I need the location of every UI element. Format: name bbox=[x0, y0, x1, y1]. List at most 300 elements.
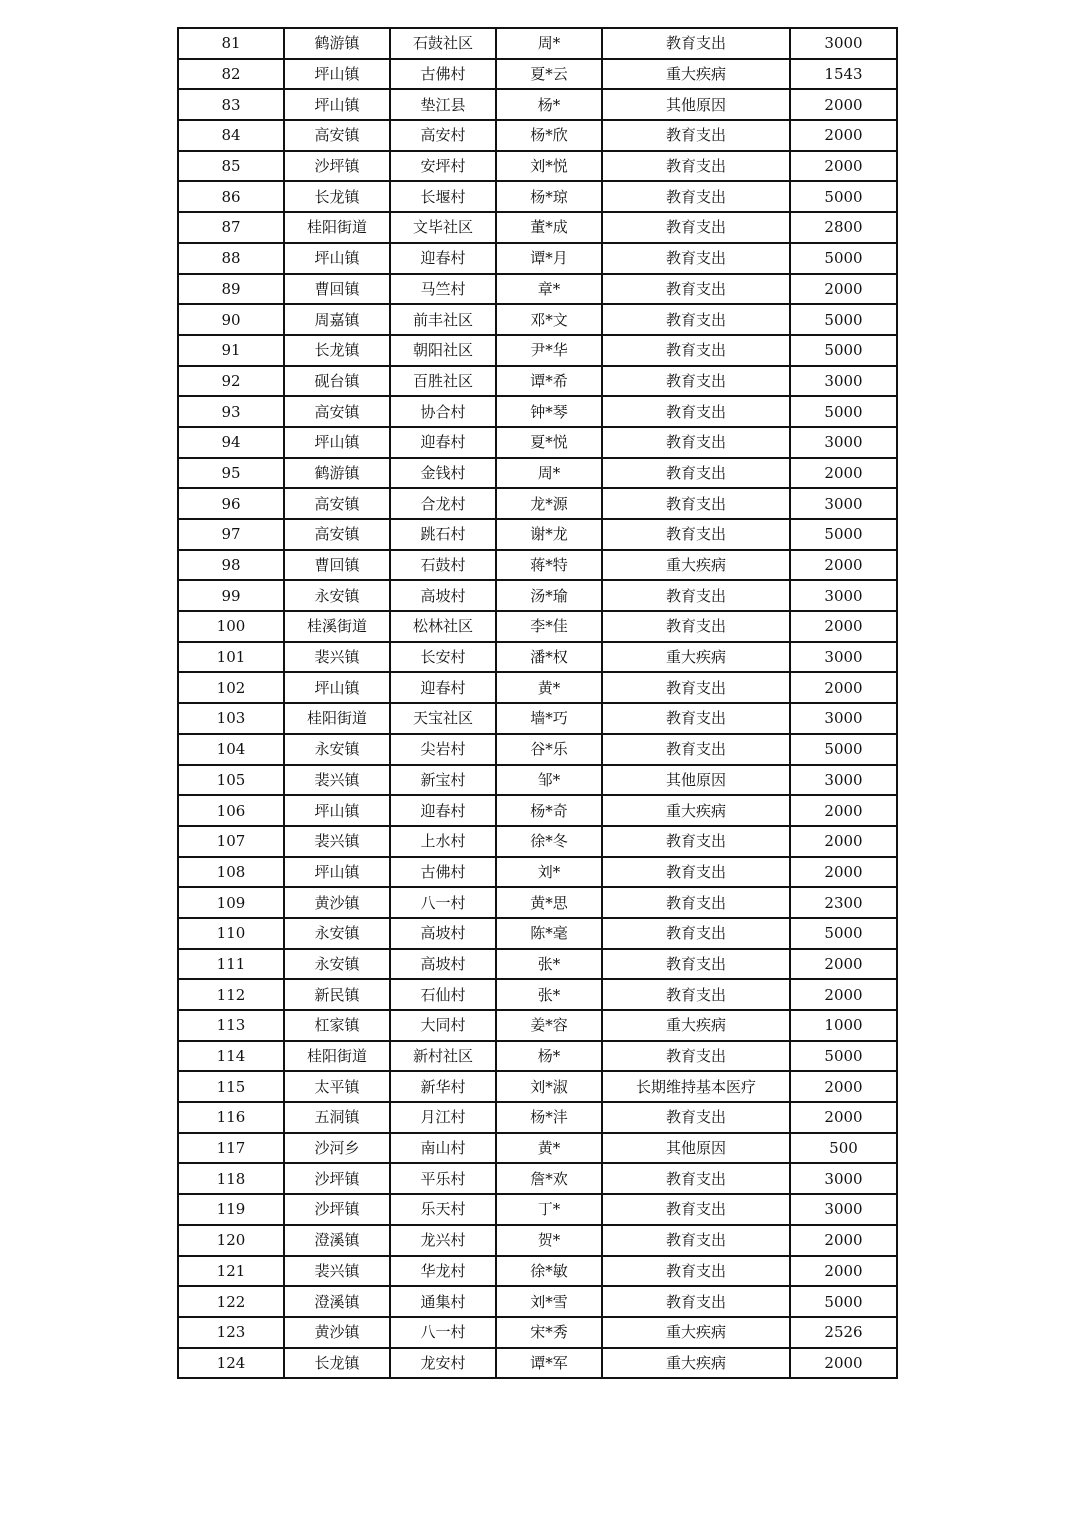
cell-village: 高安村 bbox=[390, 120, 496, 151]
cell-village: 乐天村 bbox=[390, 1194, 496, 1225]
cell-amount: 2000 bbox=[790, 151, 897, 182]
cell-village: 石鼓社区 bbox=[390, 28, 496, 59]
cell-town: 长龙镇 bbox=[284, 181, 390, 212]
cell-name: 谭*希 bbox=[496, 366, 602, 397]
cell-town: 长龙镇 bbox=[284, 335, 390, 366]
cell-village: 百胜社区 bbox=[390, 366, 496, 397]
cell-amount: 3000 bbox=[790, 1194, 897, 1225]
cell-village: 高坡村 bbox=[390, 580, 496, 611]
cell-village: 马竺村 bbox=[390, 274, 496, 305]
table-row bbox=[178, 857, 897, 888]
cell-village: 石鼓村 bbox=[390, 550, 496, 581]
cell-village: 天宝社区 bbox=[390, 703, 496, 734]
cell-reason: 教育支出 bbox=[602, 181, 790, 212]
cell-name: 龙*源 bbox=[496, 488, 602, 519]
cell-index: 88 bbox=[178, 243, 284, 274]
cell-name: 蒋*特 bbox=[496, 550, 602, 581]
cell-name: 陈*毫 bbox=[496, 918, 602, 949]
cell-amount: 2000 bbox=[790, 826, 897, 857]
cell-village: 大同村 bbox=[390, 1010, 496, 1041]
cell-index: 83 bbox=[178, 89, 284, 120]
cell-town: 五洞镇 bbox=[284, 1102, 390, 1133]
table-row bbox=[178, 1071, 897, 1102]
cell-reason: 教育支出 bbox=[602, 366, 790, 397]
cell-index: 87 bbox=[178, 212, 284, 243]
table-row bbox=[178, 458, 897, 489]
table-row bbox=[178, 1133, 897, 1164]
cell-reason: 教育支出 bbox=[602, 151, 790, 182]
cell-index: 124 bbox=[178, 1348, 284, 1379]
cell-village: 平乐村 bbox=[390, 1163, 496, 1194]
cell-index: 102 bbox=[178, 672, 284, 703]
cell-amount: 5000 bbox=[790, 1041, 897, 1072]
cell-name: 张* bbox=[496, 979, 602, 1010]
table-row bbox=[178, 304, 897, 335]
cell-reason: 教育支出 bbox=[602, 28, 790, 59]
cell-village: 上水村 bbox=[390, 826, 496, 857]
cell-amount: 3000 bbox=[790, 488, 897, 519]
table-row bbox=[178, 181, 897, 212]
cell-amount: 1543 bbox=[790, 59, 897, 90]
cell-town: 永安镇 bbox=[284, 918, 390, 949]
cell-reason: 教育支出 bbox=[602, 488, 790, 519]
cell-name: 邹* bbox=[496, 765, 602, 796]
cell-town: 坪山镇 bbox=[284, 243, 390, 274]
cell-village: 月江村 bbox=[390, 1102, 496, 1133]
cell-reason: 教育支出 bbox=[602, 212, 790, 243]
cell-name: 谢*龙 bbox=[496, 519, 602, 550]
cell-reason: 教育支出 bbox=[602, 427, 790, 458]
cell-index: 113 bbox=[178, 1010, 284, 1041]
cell-amount: 2000 bbox=[790, 458, 897, 489]
cell-index: 119 bbox=[178, 1194, 284, 1225]
cell-town: 桂溪街道 bbox=[284, 611, 390, 642]
cell-town: 鹤游镇 bbox=[284, 28, 390, 59]
table-row bbox=[178, 887, 897, 918]
cell-amount: 3000 bbox=[790, 1163, 897, 1194]
cell-village: 华龙村 bbox=[390, 1256, 496, 1287]
cell-amount: 5000 bbox=[790, 335, 897, 366]
table-row bbox=[178, 1010, 897, 1041]
cell-name: 杨* bbox=[496, 1041, 602, 1072]
cell-amount: 5000 bbox=[790, 519, 897, 550]
table-row bbox=[178, 642, 897, 673]
cell-amount: 2000 bbox=[790, 1225, 897, 1256]
table-row bbox=[178, 59, 897, 90]
table-row bbox=[178, 1317, 897, 1348]
cell-village: 长堰村 bbox=[390, 181, 496, 212]
cell-index: 84 bbox=[178, 120, 284, 151]
cell-reason: 其他原因 bbox=[602, 765, 790, 796]
cell-town: 砚台镇 bbox=[284, 366, 390, 397]
cell-index: 118 bbox=[178, 1163, 284, 1194]
cell-reason: 教育支出 bbox=[602, 396, 790, 427]
table-body bbox=[178, 28, 897, 1378]
cell-reason: 教育支出 bbox=[602, 1041, 790, 1072]
cell-amount: 2000 bbox=[790, 857, 897, 888]
cell-village: 古佛村 bbox=[390, 857, 496, 888]
cell-town: 鹤游镇 bbox=[284, 458, 390, 489]
cell-town: 坪山镇 bbox=[284, 672, 390, 703]
cell-amount: 5000 bbox=[790, 243, 897, 274]
cell-town: 裴兴镇 bbox=[284, 642, 390, 673]
cell-village: 高坡村 bbox=[390, 949, 496, 980]
cell-village: 金钱村 bbox=[390, 458, 496, 489]
cell-name: 刘*淑 bbox=[496, 1071, 602, 1102]
cell-index: 91 bbox=[178, 335, 284, 366]
cell-index: 82 bbox=[178, 59, 284, 90]
table-row bbox=[178, 274, 897, 305]
cell-name: 刘*悦 bbox=[496, 151, 602, 182]
cell-reason: 教育支出 bbox=[602, 458, 790, 489]
cell-index: 123 bbox=[178, 1317, 284, 1348]
cell-name: 钟*琴 bbox=[496, 396, 602, 427]
cell-town: 坪山镇 bbox=[284, 59, 390, 90]
cell-village: 石仙村 bbox=[390, 979, 496, 1010]
cell-amount: 2000 bbox=[790, 1256, 897, 1287]
cell-name: 丁* bbox=[496, 1194, 602, 1225]
cell-reason: 教育支出 bbox=[602, 1102, 790, 1133]
cell-village: 合龙村 bbox=[390, 488, 496, 519]
cell-town: 沙坪镇 bbox=[284, 1163, 390, 1194]
cell-name: 夏*云 bbox=[496, 59, 602, 90]
cell-name: 邓*文 bbox=[496, 304, 602, 335]
cell-village: 前丰社区 bbox=[390, 304, 496, 335]
table-row bbox=[178, 427, 897, 458]
cell-town: 新民镇 bbox=[284, 979, 390, 1010]
cell-amount: 2000 bbox=[790, 550, 897, 581]
cell-index: 112 bbox=[178, 979, 284, 1010]
cell-index: 108 bbox=[178, 857, 284, 888]
cell-reason: 教育支出 bbox=[602, 335, 790, 366]
table-row bbox=[178, 1041, 897, 1072]
table-row bbox=[178, 89, 897, 120]
cell-name: 刘*雪 bbox=[496, 1286, 602, 1317]
cell-reason: 重大疾病 bbox=[602, 550, 790, 581]
cell-town: 坪山镇 bbox=[284, 89, 390, 120]
cell-index: 94 bbox=[178, 427, 284, 458]
cell-name: 夏*悦 bbox=[496, 427, 602, 458]
cell-name: 杨*奇 bbox=[496, 795, 602, 826]
cell-village: 迎春村 bbox=[390, 427, 496, 458]
cell-reason: 教育支出 bbox=[602, 611, 790, 642]
cell-village: 八一村 bbox=[390, 1317, 496, 1348]
cell-name: 宋*秀 bbox=[496, 1317, 602, 1348]
cell-reason: 教育支出 bbox=[602, 857, 790, 888]
cell-village: 迎春村 bbox=[390, 243, 496, 274]
cell-index: 117 bbox=[178, 1133, 284, 1164]
cell-index: 122 bbox=[178, 1286, 284, 1317]
cell-reason: 教育支出 bbox=[602, 120, 790, 151]
cell-name: 刘* bbox=[496, 857, 602, 888]
cell-amount: 2800 bbox=[790, 212, 897, 243]
cell-index: 109 bbox=[178, 887, 284, 918]
table-row bbox=[178, 212, 897, 243]
cell-index: 106 bbox=[178, 795, 284, 826]
cell-village: 迎春村 bbox=[390, 795, 496, 826]
cell-name: 杨*沣 bbox=[496, 1102, 602, 1133]
cell-index: 120 bbox=[178, 1225, 284, 1256]
cell-index: 115 bbox=[178, 1071, 284, 1102]
cell-reason: 教育支出 bbox=[602, 1286, 790, 1317]
cell-village: 龙兴村 bbox=[390, 1225, 496, 1256]
table-row bbox=[178, 488, 897, 519]
cell-index: 85 bbox=[178, 151, 284, 182]
table-row bbox=[178, 519, 897, 550]
cell-village: 安坪村 bbox=[390, 151, 496, 182]
cell-town: 桂阳街道 bbox=[284, 212, 390, 243]
cell-amount: 2000 bbox=[790, 274, 897, 305]
cell-name: 汤*瑜 bbox=[496, 580, 602, 611]
cell-town: 坪山镇 bbox=[284, 857, 390, 888]
cell-name: 黄* bbox=[496, 672, 602, 703]
cell-index: 95 bbox=[178, 458, 284, 489]
cell-village: 八一村 bbox=[390, 887, 496, 918]
cell-amount: 2000 bbox=[790, 1071, 897, 1102]
cell-name: 谷*乐 bbox=[496, 734, 602, 765]
cell-name: 贺* bbox=[496, 1225, 602, 1256]
cell-reason: 教育支出 bbox=[602, 887, 790, 918]
cell-name: 尹*华 bbox=[496, 335, 602, 366]
cell-reason: 其他原因 bbox=[602, 89, 790, 120]
cell-index: 96 bbox=[178, 488, 284, 519]
table-row bbox=[178, 765, 897, 796]
table-row bbox=[178, 151, 897, 182]
cell-village: 通集村 bbox=[390, 1286, 496, 1317]
table-row bbox=[178, 1163, 897, 1194]
cell-village: 新宝村 bbox=[390, 765, 496, 796]
cell-amount: 2000 bbox=[790, 949, 897, 980]
cell-index: 92 bbox=[178, 366, 284, 397]
table-row bbox=[178, 1102, 897, 1133]
cell-town: 坪山镇 bbox=[284, 795, 390, 826]
cell-index: 99 bbox=[178, 580, 284, 611]
cell-index: 89 bbox=[178, 274, 284, 305]
cell-amount: 5000 bbox=[790, 396, 897, 427]
cell-town: 裴兴镇 bbox=[284, 765, 390, 796]
cell-amount: 2000 bbox=[790, 979, 897, 1010]
cell-amount: 2526 bbox=[790, 1317, 897, 1348]
cell-index: 107 bbox=[178, 826, 284, 857]
cell-town: 高安镇 bbox=[284, 120, 390, 151]
cell-reason: 教育支出 bbox=[602, 949, 790, 980]
cell-village: 朝阳社区 bbox=[390, 335, 496, 366]
cell-village: 尖岩村 bbox=[390, 734, 496, 765]
cell-town: 黄沙镇 bbox=[284, 1317, 390, 1348]
table-row bbox=[178, 1348, 897, 1379]
cell-amount: 2000 bbox=[790, 1348, 897, 1379]
cell-name: 墙*巧 bbox=[496, 703, 602, 734]
table-row bbox=[178, 550, 897, 581]
cell-name: 黄*思 bbox=[496, 887, 602, 918]
cell-amount: 500 bbox=[790, 1133, 897, 1164]
cell-town: 周嘉镇 bbox=[284, 304, 390, 335]
cell-reason: 其他原因 bbox=[602, 1133, 790, 1164]
cell-village: 高坡村 bbox=[390, 918, 496, 949]
cell-index: 81 bbox=[178, 28, 284, 59]
table-row bbox=[178, 335, 897, 366]
cell-reason: 教育支出 bbox=[602, 703, 790, 734]
cell-name: 周* bbox=[496, 28, 602, 59]
cell-town: 高安镇 bbox=[284, 396, 390, 427]
cell-reason: 教育支出 bbox=[602, 979, 790, 1010]
cell-town: 沙河乡 bbox=[284, 1133, 390, 1164]
cell-village: 古佛村 bbox=[390, 59, 496, 90]
cell-reason: 教育支出 bbox=[602, 1194, 790, 1225]
cell-town: 沙坪镇 bbox=[284, 151, 390, 182]
cell-amount: 2300 bbox=[790, 887, 897, 918]
cell-amount: 3000 bbox=[790, 703, 897, 734]
table-row bbox=[178, 1194, 897, 1225]
cell-name: 潘*权 bbox=[496, 642, 602, 673]
cell-name: 谭*军 bbox=[496, 1348, 602, 1379]
cell-amount: 3000 bbox=[790, 642, 897, 673]
cell-village: 迎春村 bbox=[390, 672, 496, 703]
cell-index: 90 bbox=[178, 304, 284, 335]
cell-reason: 教育支出 bbox=[602, 918, 790, 949]
table-row bbox=[178, 1256, 897, 1287]
cell-reason: 重大疾病 bbox=[602, 1010, 790, 1041]
cell-village: 松林社区 bbox=[390, 611, 496, 642]
cell-town: 桂阳街道 bbox=[284, 703, 390, 734]
table-row bbox=[178, 826, 897, 857]
cell-village: 龙安村 bbox=[390, 1348, 496, 1379]
cell-amount: 5000 bbox=[790, 918, 897, 949]
table-row bbox=[178, 949, 897, 980]
table-row bbox=[178, 1225, 897, 1256]
cell-village: 长安村 bbox=[390, 642, 496, 673]
cell-amount: 5000 bbox=[790, 734, 897, 765]
cell-index: 111 bbox=[178, 949, 284, 980]
cell-reason: 教育支出 bbox=[602, 1256, 790, 1287]
cell-town: 桂阳街道 bbox=[284, 1041, 390, 1072]
table-row bbox=[178, 979, 897, 1010]
cell-name: 杨*欣 bbox=[496, 120, 602, 151]
table-row bbox=[178, 396, 897, 427]
table-row bbox=[178, 918, 897, 949]
cell-index: 104 bbox=[178, 734, 284, 765]
cell-index: 86 bbox=[178, 181, 284, 212]
cell-index: 105 bbox=[178, 765, 284, 796]
cell-reason: 教育支出 bbox=[602, 243, 790, 274]
cell-name: 章* bbox=[496, 274, 602, 305]
cell-town: 曹回镇 bbox=[284, 550, 390, 581]
cell-amount: 2000 bbox=[790, 89, 897, 120]
cell-reason: 教育支出 bbox=[602, 1225, 790, 1256]
cell-amount: 3000 bbox=[790, 28, 897, 59]
cell-amount: 3000 bbox=[790, 427, 897, 458]
cell-reason: 教育支出 bbox=[602, 274, 790, 305]
table-row bbox=[178, 580, 897, 611]
cell-amount: 2000 bbox=[790, 611, 897, 642]
cell-name: 张* bbox=[496, 949, 602, 980]
cell-town: 高安镇 bbox=[284, 519, 390, 550]
table-row bbox=[178, 366, 897, 397]
cell-village: 南山村 bbox=[390, 1133, 496, 1164]
assistance-table bbox=[177, 27, 898, 1379]
cell-reason: 重大疾病 bbox=[602, 59, 790, 90]
cell-reason: 教育支出 bbox=[602, 826, 790, 857]
cell-name: 徐*冬 bbox=[496, 826, 602, 857]
table-row bbox=[178, 672, 897, 703]
cell-name: 周* bbox=[496, 458, 602, 489]
cell-name: 徐*敏 bbox=[496, 1256, 602, 1287]
cell-name: 姜*容 bbox=[496, 1010, 602, 1041]
cell-amount: 5000 bbox=[790, 181, 897, 212]
cell-village: 协合村 bbox=[390, 396, 496, 427]
cell-town: 沙坪镇 bbox=[284, 1194, 390, 1225]
table-row bbox=[178, 120, 897, 151]
cell-reason: 长期维持基本医疗 bbox=[602, 1071, 790, 1102]
cell-reason: 教育支出 bbox=[602, 672, 790, 703]
cell-index: 100 bbox=[178, 611, 284, 642]
cell-town: 坪山镇 bbox=[284, 427, 390, 458]
cell-index: 98 bbox=[178, 550, 284, 581]
cell-index: 103 bbox=[178, 703, 284, 734]
cell-town: 永安镇 bbox=[284, 580, 390, 611]
cell-index: 93 bbox=[178, 396, 284, 427]
cell-name: 董*成 bbox=[496, 212, 602, 243]
cell-reason: 重大疾病 bbox=[602, 642, 790, 673]
cell-reason: 教育支出 bbox=[602, 304, 790, 335]
cell-reason: 重大疾病 bbox=[602, 1348, 790, 1379]
table-row bbox=[178, 243, 897, 274]
cell-amount: 1000 bbox=[790, 1010, 897, 1041]
cell-name: 谭*月 bbox=[496, 243, 602, 274]
cell-town: 永安镇 bbox=[284, 949, 390, 980]
cell-name: 杨*琼 bbox=[496, 181, 602, 212]
cell-index: 101 bbox=[178, 642, 284, 673]
cell-reason: 教育支出 bbox=[602, 734, 790, 765]
cell-index: 97 bbox=[178, 519, 284, 550]
cell-name: 杨* bbox=[496, 89, 602, 120]
table-row bbox=[178, 795, 897, 826]
cell-name: 黄* bbox=[496, 1133, 602, 1164]
cell-reason: 教育支出 bbox=[602, 580, 790, 611]
cell-town: 高安镇 bbox=[284, 488, 390, 519]
cell-amount: 2000 bbox=[790, 672, 897, 703]
cell-amount: 2000 bbox=[790, 120, 897, 151]
cell-town: 裴兴镇 bbox=[284, 826, 390, 857]
cell-village: 新华村 bbox=[390, 1071, 496, 1102]
cell-village: 新村社区 bbox=[390, 1041, 496, 1072]
cell-town: 长龙镇 bbox=[284, 1348, 390, 1379]
cell-town: 太平镇 bbox=[284, 1071, 390, 1102]
cell-village: 文毕社区 bbox=[390, 212, 496, 243]
cell-amount: 2000 bbox=[790, 795, 897, 826]
table-row bbox=[178, 28, 897, 59]
cell-town: 永安镇 bbox=[284, 734, 390, 765]
cell-town: 裴兴镇 bbox=[284, 1256, 390, 1287]
table-row bbox=[178, 611, 897, 642]
cell-amount: 5000 bbox=[790, 304, 897, 335]
cell-index: 110 bbox=[178, 918, 284, 949]
cell-amount: 3000 bbox=[790, 580, 897, 611]
cell-amount: 3000 bbox=[790, 366, 897, 397]
cell-village: 跳石村 bbox=[390, 519, 496, 550]
cell-reason: 教育支出 bbox=[602, 519, 790, 550]
cell-name: 詹*欢 bbox=[496, 1163, 602, 1194]
cell-index: 121 bbox=[178, 1256, 284, 1287]
cell-amount: 5000 bbox=[790, 1286, 897, 1317]
cell-name: 李*佳 bbox=[496, 611, 602, 642]
cell-town: 澄溪镇 bbox=[284, 1286, 390, 1317]
cell-town: 澄溪镇 bbox=[284, 1225, 390, 1256]
cell-index: 116 bbox=[178, 1102, 284, 1133]
cell-town: 杠家镇 bbox=[284, 1010, 390, 1041]
cell-village: 垫江县 bbox=[390, 89, 496, 120]
cell-amount: 2000 bbox=[790, 1102, 897, 1133]
